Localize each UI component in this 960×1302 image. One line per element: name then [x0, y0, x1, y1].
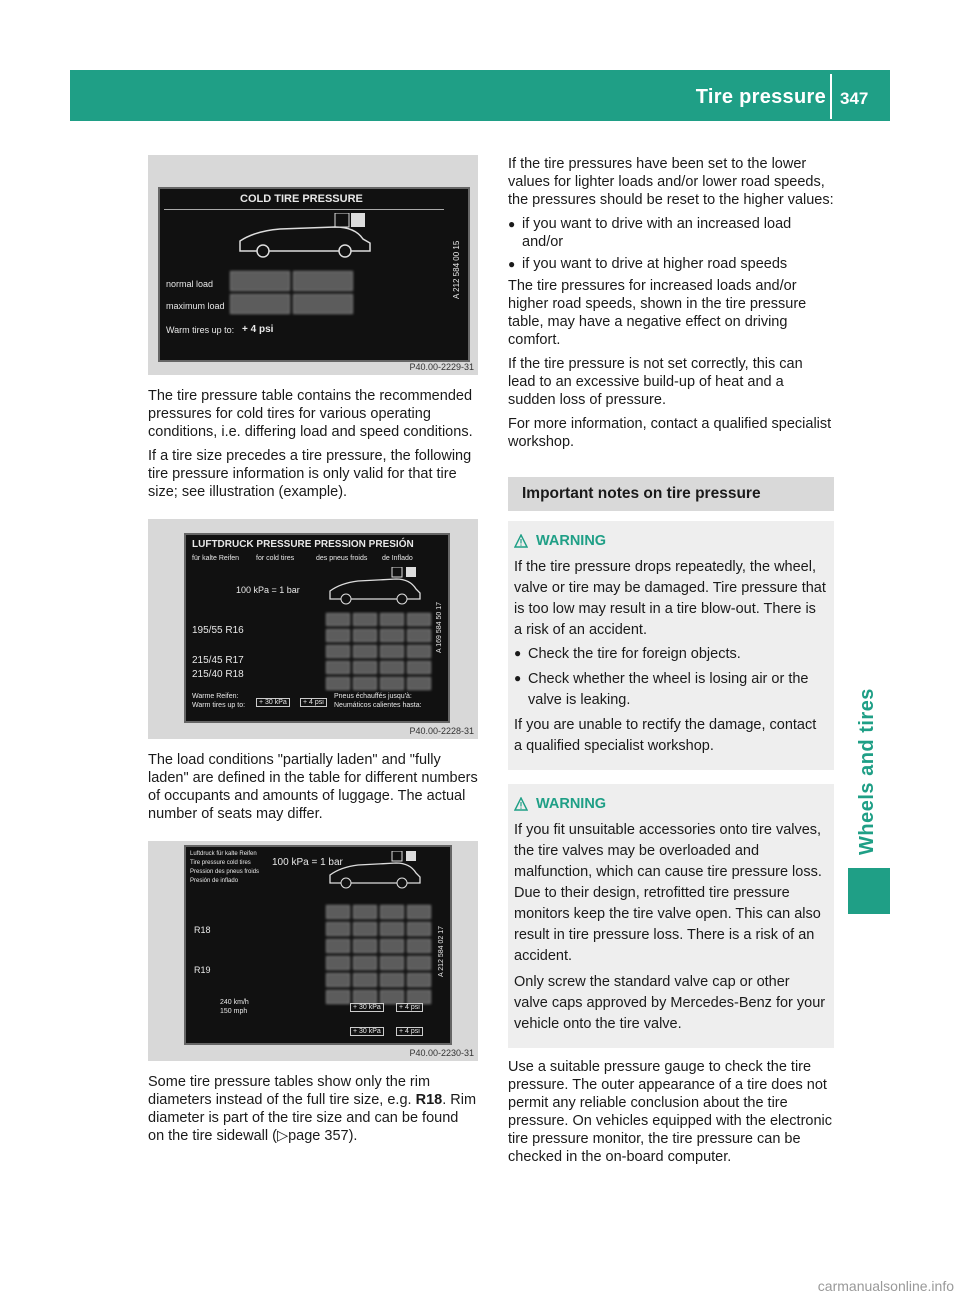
- car-icon: [326, 851, 426, 891]
- subhead: Tire pressure cold tires: [190, 860, 251, 866]
- rim-example: R18: [415, 1092, 443, 1108]
- page-reference-link[interactable]: page 357: [288, 1128, 349, 1144]
- paragraph: If the tire pressure drops repeatedly, the wheel, valve or tire may be damaged. Tire pressure that is too low may result in a tire blow-out. There is a risk of an accident.: [514, 559, 826, 638]
- speed-kmh: 240 km/h: [220, 999, 249, 1006]
- unit-label: 100 kPa = 1 bar: [272, 857, 343, 868]
- warm-value-psi: + 4 psi: [396, 1003, 423, 1012]
- warning-box-1: [508, 521, 834, 770]
- warning-label: WARNING: [536, 796, 607, 812]
- warning-box-2: [508, 784, 834, 1048]
- warning-title: [514, 531, 826, 551]
- tire-label-1: [158, 187, 470, 362]
- car-icon: [326, 567, 426, 607]
- page-number: 347: [840, 89, 869, 108]
- footer-watermark: carmanualsonline.info: [817, 1278, 954, 1294]
- tire-label-2: [184, 533, 450, 723]
- subhead: Luftdruck für kalte Reifen: [190, 851, 257, 857]
- left-column: [148, 155, 478, 1151]
- figure-cold-tire-pressure: [148, 155, 478, 375]
- list-item: [508, 215, 834, 251]
- rim-size: R18: [194, 925, 211, 935]
- speed-mph: 150 mph: [220, 1008, 248, 1015]
- figure-code: P40.00-2229-31: [409, 362, 474, 372]
- warm-label: Neumáticos calientes hasta:: [334, 702, 422, 709]
- tire-size: 215/45 R17: [192, 655, 244, 666]
- warning-triangle-icon: [514, 534, 528, 548]
- subhead: für kalte Reifen: [192, 555, 240, 562]
- warm-label: Pneus échauffés jusqu'à:: [334, 693, 412, 700]
- paragraph: If the tire pressure is not set correctly, this can lead to an excessive build-up of heat and a sudden loss of pressure.: [508, 356, 803, 408]
- rim-size: R19: [194, 965, 211, 975]
- warm-value-psi: + 4 psi: [300, 698, 327, 707]
- warm-value-kpa: + 30 kPa: [350, 1027, 384, 1036]
- paragraph-rim: [148, 1073, 478, 1145]
- page-ref-icon: ▷: [276, 1128, 289, 1144]
- side-tab-block: [848, 868, 890, 914]
- list-item-text: Check the tire for foreign objects.: [528, 646, 741, 662]
- warning-triangle-icon: [514, 797, 528, 811]
- label-part-number: A 212 584 00 15: [452, 240, 461, 299]
- text: Some tire pressure tables show only the rim diameters instead of the full tire size, e.g.: [148, 1074, 431, 1108]
- text: ).: [348, 1128, 358, 1144]
- car-icon: [235, 213, 385, 263]
- row-normal-load: normal load: [166, 279, 214, 289]
- warm-value-kpa: + 30 kPa: [256, 698, 290, 707]
- right-column: [508, 155, 834, 1172]
- label-part-number: A 212 584 02 17: [438, 926, 445, 977]
- figure-rim-table: [148, 841, 478, 1061]
- warm-label: Warme Reifen:: [192, 693, 239, 700]
- header-separator: [830, 74, 832, 119]
- section-heading: Important notes on tire pressure: [508, 477, 834, 511]
- warm-tires-value: + 4 psi: [242, 324, 274, 335]
- figure-code: P40.00-2228-31: [409, 726, 474, 736]
- tire-label-3: [184, 845, 452, 1045]
- label-title: LUFTDRUCK PRESSURE PRESSION PRESIÓN: [192, 539, 414, 550]
- figure-tire-size-table: [148, 519, 478, 739]
- list-item-text: if you want to drive at higher road speeds: [522, 256, 788, 272]
- warm-label: Warm tires up to:: [192, 702, 246, 709]
- subhead: Pression des pneus froids: [190, 869, 260, 875]
- subhead: Presión de inflado: [190, 878, 239, 884]
- bullet-icon: ●: [508, 257, 516, 271]
- side-tab-label: Wheels and tires: [856, 688, 878, 855]
- list-item: [508, 255, 834, 273]
- label-title: COLD TIRE PRESSURE: [240, 193, 363, 205]
- paragraph: If you fit unsuitable accessories onto tire valves, the tire valves may be overloaded and malfunction, which can cause tire pressure loss. Due to their design, retrofitted tire pressure monitors keep the tire valve open. This can also result in tire pressure loss. There is a risk of an accident.: [514, 822, 822, 964]
- subhead: de Inflado: [382, 555, 413, 562]
- paragraph: The tire pressures for increased loads and/or higher road speeds, shown in the tire pressure table, may have a negative effect on driving comfort.: [508, 278, 807, 348]
- paragraph: The load conditions "partially laden" and "fully laden" are defined in the table for different numbers of occupants and amounts of luggage. The actual number of seats may differ.: [148, 752, 478, 822]
- bullet-icon: ●: [508, 217, 516, 231]
- paragraph: If a tire size precedes a tire pressure, the following tire pressure information is only valid for that tire size; see illustration (example).: [148, 448, 472, 500]
- row-maximum-load: maximum load: [166, 301, 225, 311]
- list-item: [514, 669, 826, 711]
- unit-label: 100 kPa = 1 bar: [236, 585, 300, 595]
- page-title: Tire pressure: [695, 86, 826, 108]
- warm-value-psi: + 4 psi: [396, 1027, 423, 1036]
- bullet-icon: ●: [514, 646, 522, 660]
- warning-label: WARNING: [536, 533, 607, 549]
- subhead: for cold tires: [256, 555, 295, 562]
- tire-size: 195/55 R16: [192, 625, 244, 636]
- paragraph: For more information, contact a qualified specialist workshop.: [508, 416, 832, 450]
- paragraph: If you are unable to rectify the damage, contact a qualified specialist workshop.: [514, 717, 817, 754]
- warm-value-kpa: + 30 kPa: [350, 1003, 384, 1012]
- list-item: [514, 644, 826, 665]
- label-part-number: A 169 584 50 17: [436, 602, 443, 653]
- warm-tires-label: Warm tires up to:: [166, 325, 235, 335]
- list-item-text: if you want to drive with an increased load and/or: [522, 216, 792, 250]
- subhead: des pneus froids: [316, 555, 368, 562]
- bullet-icon: ●: [514, 671, 522, 685]
- tire-size: 215/40 R18: [192, 669, 244, 680]
- paragraph: The tire pressure table contains the recommended pressures for cold tires for various operating conditions, i.e. differing load and speed conditions.: [148, 388, 473, 440]
- figure-code: P40.00-2230-31: [409, 1048, 474, 1058]
- paragraph: If the tire pressures have been set to the lower values for lighter loads and/or lower road speeds, the pressures should be reset to the higher values:: [508, 156, 834, 208]
- list-item-text: Check whether the wheel is losing air or the valve is leaking.: [528, 671, 809, 708]
- text: . Rim diameter is part of the tire size and can be found on the tire sidewall (: [148, 1092, 477, 1144]
- warning-title: [514, 794, 826, 814]
- paragraph: Only screw the standard valve cap or other valve caps approved by Mercedes-Benz for your vehicle onto the tire valve.: [514, 974, 826, 1032]
- paragraph: Use a suitable pressure gauge to check the tire pressure. The outer appearance of a tire does not permit any reliable conclusion about the tire pressure. On vehicles equipped with the electronic tire pressure monitor, the tire pressure can be checked in the on-board computer.: [508, 1059, 833, 1165]
